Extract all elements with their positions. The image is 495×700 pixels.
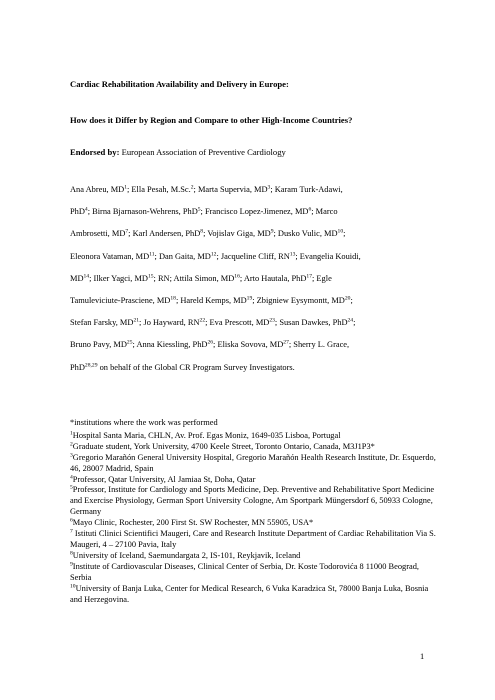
affiliation-item <box>70 529 442 551</box>
affiliation-marker: 24 <box>347 317 354 324</box>
affiliation-text: Graduate student, York University, 4700 Keele Street, Toronto Ontario, Canada, M3J1P3* <box>72 441 375 451</box>
affiliation-number: 3 <box>70 452 73 459</box>
author-text: ; Marco <box>311 207 338 217</box>
affiliation-item <box>70 551 442 562</box>
author-text: PhD <box>70 362 85 372</box>
affiliation-marker: 5 <box>197 206 201 213</box>
affiliation-marker: 26 <box>207 339 214 346</box>
author-line <box>70 201 440 223</box>
author-text: PhD <box>70 207 85 217</box>
author-list <box>70 179 440 379</box>
affiliation-marker: 8 <box>200 228 204 235</box>
affiliation-text: Institute of Cardiovascular Diseases, Clinical Center of Serbia, Dr. Koste Todorovića 8 11000 Beograd, Serbia <box>70 561 419 582</box>
author-line <box>70 312 440 334</box>
author-line <box>70 246 440 268</box>
title-line-1: Cardiac Rehabilitation Availability and Delivery in Europe: <box>70 79 289 89</box>
affiliation-marker: 19 <box>246 295 253 302</box>
author-text: ; Eliska Sovova, MD <box>213 340 284 350</box>
affiliation-number: 8 <box>70 550 73 557</box>
affiliation-marker: 11 <box>149 251 155 258</box>
author-text: ; Dusko Vulic, MD <box>273 229 338 239</box>
affiliation-item <box>70 475 442 486</box>
author-text: ; Karam Turk-Adawi, <box>270 185 343 194</box>
title-line-2: How does it Differ by Region and Compare to other High-Income Countries? <box>70 115 353 125</box>
affiliation-number: 6 <box>70 517 73 524</box>
affiliation-marker: 3 <box>267 184 271 191</box>
affiliation-marker: 21 <box>133 317 140 324</box>
author-text: ; Marta Supervia, MD <box>193 185 268 194</box>
affiliation-number: 5 <box>70 484 73 491</box>
affiliation-marker: 13 <box>289 251 296 258</box>
author-line <box>70 290 440 312</box>
affiliations-intro: *institutions where the work was performed <box>70 418 218 427</box>
affiliation-marker: 2 <box>190 184 194 191</box>
affiliation-number: 4 <box>70 474 73 481</box>
author-text: ; Karl Andersen, PhD <box>128 229 201 239</box>
author-text: ; Anna Kiessling, PhD <box>132 340 208 350</box>
endorsement-label: Endorsed by: <box>70 147 120 157</box>
affiliation-number: 9 <box>70 561 73 568</box>
author-text: ; <box>343 229 346 239</box>
affiliation-text: Gregorio Marañón General University Hospital, Gregorio Marañón Health Research Institute, Dr. Esquerdo, 46, 28007 Madrid, Spain <box>70 452 436 473</box>
affiliation-number: 7 <box>70 528 73 535</box>
affiliation-text: University of Iceland, Saemundargata 2, IS-101, Reykjavik, Iceland <box>72 550 301 560</box>
affiliation-item <box>70 562 442 584</box>
affiliation-item <box>70 431 442 442</box>
affiliation-marker: 12 <box>210 251 217 258</box>
author-text: Stefan Farsky, MD <box>70 318 134 328</box>
affiliation-text: Professor, Qatar University, Al Jamiaa St, Doha, Qatar <box>72 474 256 484</box>
author-text: ; Jacqueline Cliff, RN <box>216 251 290 261</box>
author-text: Tamuleviciute-Prasciene, MD <box>70 295 171 305</box>
author-text: ; Hareld Kemps, MD <box>175 295 247 305</box>
author-text: ; Susan Dawkes, PhD <box>274 318 348 328</box>
author-line <box>70 223 440 245</box>
author-line <box>70 179 440 201</box>
endorsement <box>70 147 286 157</box>
affiliation-marker: 10 <box>337 228 344 235</box>
author-text: ; Vojislav Giga, MD <box>203 229 271 239</box>
author-text: ; <box>353 318 356 328</box>
author-line <box>70 268 440 290</box>
endorsement-value: European Association of Preventive Cardiology <box>119 147 286 157</box>
affiliation-number: 10 <box>70 583 76 590</box>
author-line <box>70 357 440 379</box>
author-text: ; <box>350 295 353 305</box>
affiliation-text: Hospital Santa Maria, CHLN, Av. Prof. Egas Moniz, 1649-035 Lisboa, Portugal <box>72 430 341 440</box>
affiliation-item <box>70 442 442 453</box>
page-number: 1 <box>420 652 425 661</box>
affiliation-text: Professor, Institute for Cardiology and Sports Medicine, Dep. Preventive and Rehabilitative Sport Medicine and Exercise Physiology, German Sport University Cologne, Am Sportpark Müngersdorf 6, 50933 Cologne, Germany <box>70 485 435 517</box>
author-text: ; Egle <box>312 273 332 283</box>
affiliation-number: 2 <box>70 441 73 448</box>
affiliation-marker: 22 <box>199 317 206 324</box>
author-text: Eleonora Vataman, MD <box>70 251 150 261</box>
affiliation-marker: 15 <box>147 273 154 280</box>
affiliation-marker: 28,29 <box>84 362 98 368</box>
author-text: ; Zbigniew Eysymontt, MD <box>252 295 345 305</box>
affiliation-item <box>70 453 442 475</box>
affiliation-marker: 1 <box>124 184 127 191</box>
affiliation-marker: 18 <box>170 295 176 302</box>
author-text: ; Ilker Yagci, MD <box>89 273 148 283</box>
affiliation-marker: 20 <box>344 295 351 302</box>
author-text: ; Ella Pesah, M.Sc. <box>127 185 191 194</box>
affiliation-item <box>70 485 442 518</box>
affiliation-text: Mayo Clinic, Rochester, 200 First St. SW Rochester, MN 55905, USA* <box>72 518 314 528</box>
affiliation-marker: 4 <box>84 206 88 213</box>
affiliation-item <box>70 518 442 529</box>
affiliation-marker: 17 <box>306 273 313 280</box>
affiliation-marker: 6 <box>308 206 312 213</box>
author-text: on behalf of the Global CR Program Survey Investigators. <box>97 362 295 372</box>
affiliation-marker: 16 <box>234 273 240 280</box>
author-text: Ana Abreu, MD <box>70 185 125 194</box>
author-text: Ambrosetti, MD <box>70 229 126 239</box>
affiliation-marker: 9 <box>270 228 274 235</box>
affiliation-marker: 25 <box>126 339 133 346</box>
affiliation-text: Istituti Clinici Scientifici Maugeri, Care and Research Institute Department of Cardiac Rehabilitation Via S. Maugeri, 4 – 27100 Pavia, Italy <box>70 529 436 549</box>
author-text: Bruno Pavy, MD <box>70 340 127 350</box>
affiliation-item <box>70 584 442 606</box>
author-line <box>70 334 440 356</box>
author-text: ; Birna Bjarnason-Wehrens, PhD <box>87 207 198 217</box>
affiliation-marker: 7 <box>125 228 129 235</box>
author-text: ; Jo Hayward, RN <box>139 318 200 328</box>
author-text: ; Evangelia Kouidi, <box>295 251 361 261</box>
affiliation-number: 1 <box>70 430 73 437</box>
author-text: ; Eva Prescott, MD <box>205 318 270 328</box>
author-text: ; Sherry L. Grace, <box>288 340 350 350</box>
author-text: ; RN; Attila Simon, MD <box>153 273 235 283</box>
author-text: MD <box>70 273 84 283</box>
affiliation-marker: 23 <box>269 317 275 324</box>
author-text: ; Francisco Lopez-Jimenez, MD <box>200 207 309 217</box>
affiliation-text: University of Banja Luka, Center for Medical Research, 6 Vuka Karadzica St, 78000 Banja Luka, Bosnia and Herzegovina. <box>70 583 429 604</box>
author-text: ; Arto Hautala, PhD <box>239 273 307 283</box>
affiliations <box>70 418 442 605</box>
affiliation-marker: 27 <box>283 339 289 346</box>
author-text: ; Dan Gaita, MD <box>154 251 211 261</box>
affiliation-marker: 14 <box>83 273 90 280</box>
